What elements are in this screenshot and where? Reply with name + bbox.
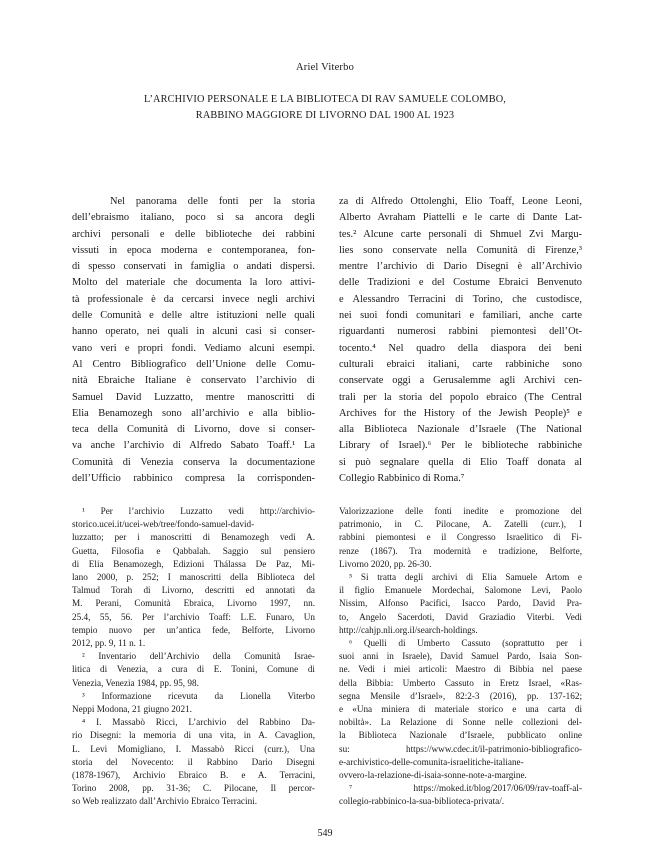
body-line: dell’Ufficio rabbinico compresa la corrisponden- <box>72 473 315 485</box>
footnotes-column-left <box>72 505 315 809</box>
footnote-line: segna Mensile d’Israel», 82:2-3 (2016), pp. 137-162; <box>339 690 582 701</box>
footnote-line: nobiltà». La Relazione di Sonne nelle collezioni del- <box>339 717 582 728</box>
body-line: hanno operato, nei quali in alcuni casi si conser- <box>72 326 315 338</box>
footnote-line: Guetta, Filosofia e Qabbalah. Saggio sul pensiero <box>72 545 315 556</box>
footnote-line: renze (1867). Tra modernità e tradizione, Belforte, <box>339 545 582 556</box>
body-line: e Alessandro Terracini di Torino, che custodisce, <box>339 293 582 305</box>
body-line: Elia Benamozegh sono all’archivio e alla biblio- <box>72 407 315 419</box>
body-column-right <box>339 194 582 487</box>
body-line: Comunità di Venezia conserva la documentazione <box>72 456 315 468</box>
footnote-line: Torino 2008, pp. 31-36; C. Pilocane, Il percor- <box>72 783 315 794</box>
body-line: Alberto Avraham Piattelli e le carte di Dante Lat- <box>339 212 582 224</box>
body-line: va anche l’archivio di Alfredo Sabato Toaff.¹ La <box>72 440 315 452</box>
footnote-line: il figlio Emanuele Mordechai, Salomone Levi, Paolo <box>339 585 582 596</box>
body-line: tocento.⁴ Nel quadro della diaspora dei beni <box>339 342 582 354</box>
footnote-line: M. Perani, Comunità Ebraica, Livorno 1997, nn. <box>72 598 315 609</box>
body-line: mentre l’archivio di Dario Disegni è all’Archivio <box>339 261 582 273</box>
body-line: culturali ebraici italiani, carte rabbiniche sono <box>339 358 582 370</box>
body-line: delle Tradizioni e del Costume Ebraici Benvenuto <box>339 277 582 289</box>
body-line: lies sono conservate nella Comunità di Firenze,³ <box>339 244 582 256</box>
footnote-line: ² Inventario dell’Archivio della Comunità Israe- <box>82 651 315 662</box>
body-line: alla Biblioteca Nazionale d’Israele (The National <box>339 424 582 436</box>
body-line: nità Ebraiche Italiane è conservato l’archivio di <box>72 375 315 387</box>
body-line: riguardanti numerosi rabbini piemontesi dell’Ot- <box>339 326 582 338</box>
body-line: delle Comunità e delle altre istituzioni nelle quali <box>72 310 315 322</box>
footnote-line: luzzatto; per i manoscritti di Benamozegh vedi A. <box>72 532 315 543</box>
body-line: Collegio Rabbinico di Roma.⁷ <box>339 473 465 485</box>
footnote-line: collegio-rabbinico-la-sua-biblioteca-privata/. <box>339 796 505 807</box>
body-line: Al Centro Bibliografico dell’Unione delle Comu- <box>72 358 315 370</box>
footnote-line: su: https://www.cdec.it/il-patrimonio-bibliografico- <box>339 743 582 754</box>
footnotes-column-right <box>339 505 582 809</box>
body-line: archivi personali e delle biblioteche dei rabbini <box>72 228 315 240</box>
article-author: Ariel Viterbo <box>295 62 355 73</box>
article-title-line: RABBINO MAGGIORE DI LIVORNO DAL 1900 AL 1923 <box>195 110 455 121</box>
body-line: vano veri e propri fondi. Vediamo alcuni esempi. <box>72 342 315 354</box>
footnote-line: ovvero-la-relazione-di-isaia-sonne-note-a-margine. <box>339 770 527 781</box>
footnote-line: Talmud Torah di Livorno, descritti ed annotati da <box>72 585 315 596</box>
footnote-line: e-archivistico-delle-comunita-israelitiche-italiane- <box>339 756 524 767</box>
footnote-line: della Bibbia: Umberto Cassuto in Eretz Israel, «Ras- <box>339 677 582 688</box>
footnote-line: ⁵ Si tratta degli archivi di Elia Samuele Artom e <box>349 572 582 583</box>
footnote-line: ⁶ Quelli di Umberto Cassuto (soprattutto per i <box>349 638 582 649</box>
article-title <box>60 92 590 124</box>
body-line: nei suoi fondi comunitari e familiari, anche carte <box>339 310 582 322</box>
footnote-line: (1878-1967), Archivio Ebraico B. e A. Terracini, <box>72 770 315 781</box>
footnote-line: Nissim, Alfonso Pacifici, Isacco Pardo, David Pra- <box>339 598 582 609</box>
body-line: Nel panorama delle fonti per la storia <box>110 196 315 207</box>
body-line: trali per la storia del popolo ebraico (The Central <box>339 391 582 403</box>
footnote-line: tempio nuovo per un’antica fede, Belforte, Livorno <box>72 624 315 635</box>
body-line: dell’ebraismo italiano, poco si sa ancora degli <box>72 212 315 224</box>
body-line: tà professionale è da cercarsi invece negli archivi <box>72 293 315 305</box>
body-line: si può segnalare quella di Elio Toaff donata al <box>339 456 582 468</box>
footnote-line: rio Disegni: la memoria di una vita, in A. Cavaglion, <box>72 730 315 741</box>
body-column-left <box>72 194 315 487</box>
footnote-line: L. Levi Momigliano, I. Massabò Ricci (curr.), Una <box>72 743 315 754</box>
footnote-line: 25.4, 55, 56. Per l’archivio Toaff: L.E. Funaro, Un <box>72 611 315 622</box>
footnote-line: ne. Vedi i miei articoli: Maestro di Bibbia nel paese <box>339 664 582 675</box>
body-line: Molto del materiale che documenta la loro attivi- <box>72 277 315 289</box>
body-line: za di Alfredo Ottolenghi, Elio Toaff, Leone Leoni, <box>339 196 582 207</box>
footnote-line: ¹ Per l’archivio Luzzatto vedi http://archivio- <box>82 506 315 516</box>
footnote-line: Neppi Modona, 21 giugno 2021. <box>72 704 192 715</box>
footnote-line: litica di Venezia, a cura di E. Tonini, Comune di <box>72 664 315 675</box>
body-line: conservate oggi a Gerusalemme agli Archivi cen- <box>339 375 582 387</box>
footnote-line: Valorizzazione delle fonti inedite e promozione del <box>339 506 582 516</box>
body-line: tes.² Alcune carte personali di Shmuel Zvi Margu- <box>339 228 582 240</box>
footnote-line: to, Angelo Sacerdoti, David Graziadio Viterbi. Vedi <box>339 611 582 622</box>
footnote-line: Livorno 2020, pp. 26-30. <box>339 558 432 569</box>
footnote-line: e «Una miniera di materiale storico e una carta di <box>339 704 582 715</box>
footnote-line: ⁴ I. Massabò Ricci, L’archivio del Rabbino Da- <box>82 717 315 728</box>
body-line: Archives for the History of the Jewish People)⁵ e <box>339 407 582 419</box>
page-number: 549 <box>317 828 333 839</box>
footnote-line: rabbini piemontesi e il Congresso Israelitico di Fi- <box>339 532 582 543</box>
body-line: Samuel David Luzzatto, mentre manoscritti di <box>72 391 315 403</box>
footnote-line: di Elia Benamozegh, Edizioni Thálassa De Paz, Mi- <box>72 558 315 569</box>
footnote-line: storico.ucei.it/ucei-web/tree/fondo-samuel-david- <box>72 519 255 530</box>
body-line: teca della Comunità di Livorno, dove si conser- <box>72 424 315 436</box>
footnote-line: la Biblioteca Nazionale d’Israele, pubblicato online <box>339 730 582 741</box>
footnote-line: ⁷ https://moked.it/blog/2017/06/09/rav-toaff-al- <box>349 783 582 794</box>
footnote-line: 2012, pp. 9, 11 n. 1. <box>72 638 146 649</box>
body-line: vissuti in epoca moderna e contemporanea, fon- <box>72 244 315 256</box>
footnote-line: ³ Informazione ricevuta da Lionella Viterbo <box>82 690 315 701</box>
body-line: di spesso conservati in famiglia o andati dispersi. <box>72 261 315 273</box>
footnote-line: lano 2000, p. 252; I manoscritti della Biblioteca del <box>72 572 315 583</box>
body-line: Library of Israel).⁶ Per le biblioteche rabbiniche <box>339 440 582 452</box>
footnote-line: storia del Novecento: il Rabbino Dario Disegni <box>72 756 315 767</box>
footnote-line: Venezia, Venezia 1984, pp. 95, 98. <box>72 677 199 688</box>
footnote-line: suoi anni in Israele), David Samuel Pardo, Isaia Son- <box>339 651 582 662</box>
footnote-line: patrimonio, in C. Pilocane, A. Zatelli (curr.), I <box>339 519 582 530</box>
footnote-line: so Web realizzato dall’Archivio Ebraico Terracini. <box>72 796 258 807</box>
footnote-line: http://cahjp.nli.org.il/search-holdings. <box>339 624 478 635</box>
article-title-line: L’ARCHIVIO PERSONALE E LA BIBLIOTECA DI RAV SAMUELE COLOMBO, <box>143 94 507 105</box>
